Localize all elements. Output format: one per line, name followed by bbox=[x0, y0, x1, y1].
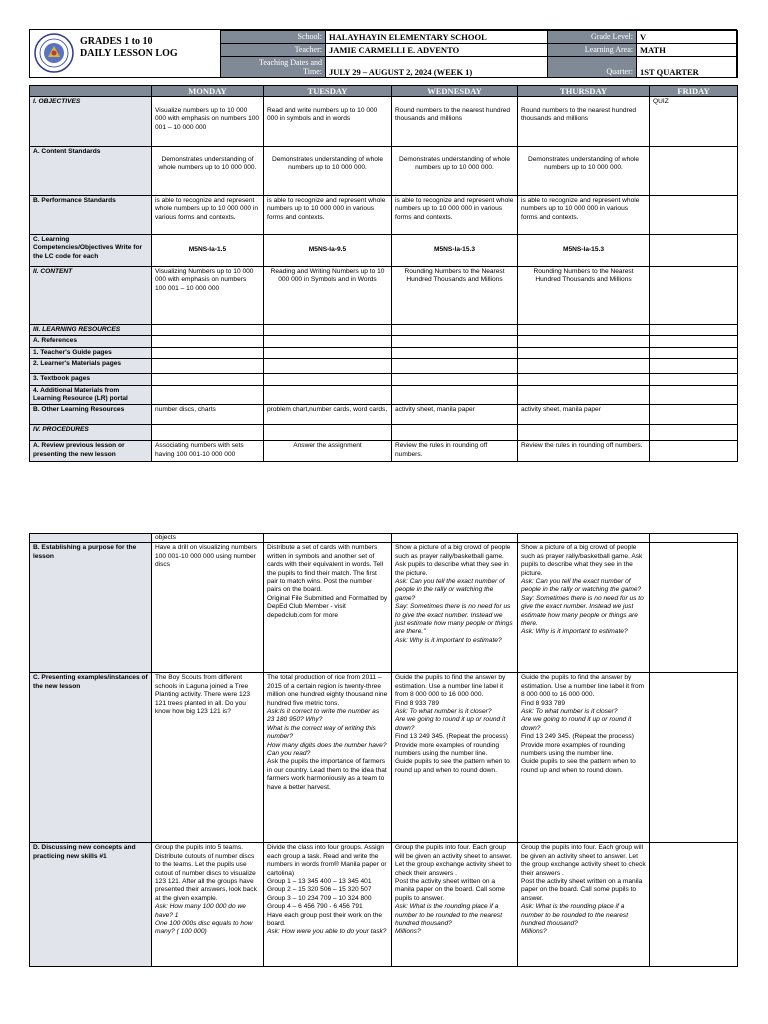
empty-cell bbox=[650, 673, 738, 843]
empty-cell bbox=[518, 325, 650, 336]
purpose-wednesday-text: Show a picture of a big crowd of people such as prayer rally/basketball game. Ask pupils to describe what they see in the picture. bbox=[395, 544, 511, 577]
empty-cell bbox=[392, 425, 518, 441]
other-resources-thursday: activity sheet, manila paper bbox=[518, 405, 650, 425]
performance-standards-wednesday: is able to recognize and represent whole numbers up to 10 000 000 in various forms and contexts. bbox=[392, 196, 518, 235]
competencies-row bbox=[30, 235, 738, 267]
day-header-row bbox=[30, 86, 738, 97]
empty-cell bbox=[264, 385, 392, 405]
competencies-tuesday: M5NS-Ia-9.5 bbox=[264, 235, 392, 267]
content-standards-label: A. Content Standards bbox=[30, 147, 152, 196]
empty-cell bbox=[392, 534, 518, 543]
empty-cell bbox=[30, 534, 152, 543]
blank-header-cell bbox=[30, 86, 152, 97]
competencies-label: C. Learning Competencies/Objectives Write for the LC code for each bbox=[30, 235, 152, 267]
review-wednesday: Review the rules in rounding off numbers. bbox=[392, 441, 518, 462]
content-standards-wednesday: Demonstrates understanding of whole numbers up to 10 000 000. bbox=[392, 147, 518, 196]
textbook-row bbox=[30, 374, 738, 385]
empty-cell bbox=[518, 385, 650, 405]
purpose-monday: Have a drill on visualizing numbers 100 001-10 000 000 using number discs bbox=[152, 543, 264, 673]
empty-cell bbox=[264, 374, 392, 385]
competencies-thursday: M5NS-Ia-15.3 bbox=[518, 235, 650, 267]
content-monday: Visualizing Numbers up to 10 000 000 with emphasis on numbers 100 001 – 10 000 000 bbox=[152, 267, 264, 325]
empty-cell bbox=[152, 347, 264, 358]
teaching-dates-value: JULY 29 – AUGUST 2, 2024 (WEEK 1) bbox=[326, 57, 548, 78]
performance-standards-monday: is able to recognize and represent whole numbers up to 10 000 000 in various forms and contexts. bbox=[152, 196, 264, 235]
learning-resources-label-text: III. LEARNING RESOURCES bbox=[33, 326, 121, 333]
textbook-label: 3. Textbook pages bbox=[30, 374, 152, 385]
learning-area-label: Learning Area: bbox=[548, 44, 637, 57]
review-continued-row bbox=[30, 534, 738, 543]
content-standards-friday bbox=[650, 147, 738, 196]
review-label: A. Review previous lesson or presenting the new lesson bbox=[30, 441, 152, 462]
presenting-thursday-more: Find 13 249 345. (Repeat the process) Provide more examples of rounding numbers using the number line. Guide pupils to see the pattern when to round up and when to round down. bbox=[521, 733, 636, 774]
teacher-label: Teacher: bbox=[221, 44, 326, 57]
empty-cell bbox=[392, 385, 518, 405]
content-wednesday: Rounding Numbers to the Nearest Hundred Thousands and Millions bbox=[392, 267, 518, 325]
objectives-monday: Visualize numbers up to 10 000 000 with emphasis on numbers 100 001 – 10 000 000 bbox=[152, 97, 264, 147]
lesson-log-table-page-2 bbox=[29, 533, 738, 967]
empty-cell bbox=[650, 534, 738, 543]
review-monday-continued: objects bbox=[152, 534, 264, 543]
empty-cell bbox=[264, 336, 392, 347]
discussing-thursday bbox=[518, 843, 650, 967]
references-label: A. References bbox=[30, 336, 152, 347]
empty-cell bbox=[392, 347, 518, 358]
empty-cell bbox=[152, 425, 264, 441]
empty-cell bbox=[650, 374, 738, 385]
empty-cell bbox=[518, 374, 650, 385]
discussing-tuesday bbox=[264, 843, 392, 967]
empty-cell bbox=[518, 336, 650, 347]
discussing-wednesday-questions: Ask: What is the rounding place if a number to be rounded to the nearest hundred thousand? Millions? bbox=[395, 903, 503, 936]
purpose-tuesday: Distribute a set of cards with numbers written in symbols and another set of cards with their equivalent in words. Tell the pupils to find their match. The first pair to match wins. Post the number pairs on the board. Original File Submitted and Formatted by DepEd Club Member - visit depedclub.com for more bbox=[264, 543, 392, 673]
purpose-wednesday-questions: Ask: Can you tell the exact number of people in the rally or watching the game? Say: Sometimes there is no need for us to give the exact number. Instead we just estimate how many people or things are there." Ask: Why is it important to estimate? bbox=[395, 578, 513, 644]
presenting-tuesday bbox=[264, 673, 392, 843]
content-standards-thursday: Demonstrates understanding of whole numbers up to 10 000 000. bbox=[518, 147, 650, 196]
discussing-tuesday-text: Divide the class into four groups. Assign each group a task. Read and write the numbers in words from® Manila paper or cartolina) Group 1 – 13 345 400 – 13 345 401 Group 2 – 15 320 506 – 15 320 507 Group 3 – 10 234 709 – 10 324 800 Group 4 – 6 456 790 - 6 456 791 Have each group post their work on the board. bbox=[267, 844, 387, 928]
presenting-thursday bbox=[518, 673, 650, 843]
discussing-monday bbox=[152, 843, 264, 967]
teaching-dates-label-2: Time: bbox=[303, 67, 322, 77]
learning-resources-label bbox=[30, 325, 152, 336]
header-info-grid bbox=[220, 30, 738, 78]
learning-resources-row bbox=[30, 325, 738, 336]
learning-area-value: MATH bbox=[637, 44, 738, 57]
empty-cell bbox=[264, 534, 392, 543]
empty-cell bbox=[650, 843, 738, 967]
purpose-wednesday bbox=[392, 543, 518, 673]
review-thursday: Review the rules in rounding off numbers. bbox=[518, 441, 650, 462]
objectives-row bbox=[30, 97, 738, 147]
discussing-label: D. Discussing new concepts and practicing new skills #1 bbox=[30, 843, 152, 967]
empty-cell bbox=[392, 359, 518, 374]
discussing-thursday-questions: Ask: What is the rounding place if a number to be rounded to the nearest hundred thousand? Millions? bbox=[521, 903, 629, 936]
empty-cell bbox=[264, 347, 392, 358]
references-row bbox=[30, 336, 738, 347]
friday-header: FRIDAY bbox=[650, 86, 738, 97]
school-value: HALAYHAYIN ELEMENTARY SCHOOL bbox=[326, 31, 548, 44]
presenting-tuesday-text: The total production of rice from 2011 – 2015 of a certain region is twenty-three million one hundred eighty thousand nine hundred five metric tons. bbox=[267, 674, 388, 707]
content-thursday: Rounding Numbers to the Nearest Hundred Thousands and Millions bbox=[518, 267, 650, 325]
other-resources-tuesday: problem chart,number cards, word cards, bbox=[264, 405, 392, 425]
presenting-label: C. Presenting examples/instances of the new lesson bbox=[30, 673, 152, 843]
content-tuesday: Reading and Writing Numbers up to 10 000 000 in Symbols and in Words bbox=[264, 267, 392, 325]
empty-cell bbox=[650, 543, 738, 673]
teaching-dates-label bbox=[221, 57, 326, 78]
other-resources-row bbox=[30, 405, 738, 425]
presenting-thursday-text: Guide the pupils to find the answer by estimation. Use a number line label it from 8 000 000 to 16 000 000. Find 8 933 789 bbox=[521, 674, 645, 707]
content-standards-row bbox=[30, 147, 738, 196]
empty-cell bbox=[264, 359, 392, 374]
objectives-friday: QUIZ bbox=[650, 97, 738, 147]
content-friday bbox=[650, 267, 738, 325]
quarter-value: 1ST QUARTER bbox=[637, 57, 738, 78]
empty-cell bbox=[264, 425, 392, 441]
presenting-wednesday bbox=[392, 673, 518, 843]
teacher-value: JAMIE CARMELLI E. ADVENTO bbox=[326, 44, 548, 57]
procedures-label-text: IV. PROCEDURES bbox=[33, 426, 89, 434]
empty-cell bbox=[152, 325, 264, 336]
empty-cell bbox=[650, 385, 738, 405]
empty-cell bbox=[152, 385, 264, 405]
empty-cell bbox=[518, 347, 650, 358]
other-resources-label: B. Other Learning Resources bbox=[30, 405, 152, 425]
empty-cell bbox=[152, 359, 264, 374]
competencies-friday bbox=[650, 235, 738, 267]
empty-cell bbox=[650, 336, 738, 347]
objectives-label bbox=[30, 97, 152, 147]
teaching-dates-label-1: Teaching Dates and bbox=[259, 58, 322, 68]
performance-standards-row bbox=[30, 196, 738, 235]
quarter-label: Quarter: bbox=[548, 57, 637, 78]
thursday-header: THURSDAY bbox=[518, 86, 650, 97]
document-title bbox=[80, 36, 178, 60]
dll-header bbox=[29, 29, 737, 78]
purpose-thursday-questions: Ask: Can you tell the exact number of people in the rally or watching the game? Say: Sometimes there is no need for us to give the exact number. Instead we just estimate how many people or things are there. Ask: Why is it important to estimate? bbox=[521, 578, 644, 636]
presenting-wednesday-text: Guide the pupils to find the answer by estimation. Use a number line label it from 8 000 000 to 16 000 000. Find 8 933 789 bbox=[395, 674, 506, 707]
wednesday-header: WEDNESDAY bbox=[392, 86, 518, 97]
empty-cell bbox=[518, 534, 650, 543]
procedures-row bbox=[30, 425, 738, 441]
discussing-thursday-text: Group the pupils into four. Each group will be given an activity sheet to answer. Let the group exchange activity sheet to check their answers . Post the activity sheet written on a manila paper on the board. Call some pupils to answer. bbox=[521, 844, 646, 902]
procedures-label bbox=[30, 425, 152, 441]
objectives-thursday: Round numbers to the nearest hundred thousands and millions bbox=[518, 97, 650, 147]
empty-cell bbox=[650, 347, 738, 358]
lesson-log-table-page-1 bbox=[29, 85, 738, 462]
objectives-wednesday: Round numbers to the nearest hundred thousands and millions bbox=[392, 97, 518, 147]
objectives-tuesday: Read and write numbers up to 10 000 000 in symbols and in words bbox=[264, 97, 392, 147]
discussing-wednesday-text: Group the pupils into four. Each group will be given an activity sheet to answer. Let the group exchange activity sheet to check their answers . Post the activity sheet written on a manila paper on the board. Call some pupils to answer. bbox=[395, 844, 512, 902]
empty-cell bbox=[392, 374, 518, 385]
deped-seal-icon bbox=[34, 33, 74, 73]
purpose-thursday-text: Show a picture of a big crowd of people such as prayer rally/basketball game. Ask pupils to describe what they see in the picture. bbox=[521, 544, 643, 577]
grade-level-value: V bbox=[637, 31, 738, 44]
school-label: School: bbox=[221, 31, 326, 44]
presenting-wednesday-more: Find 13 249 345. (Repeat the process) Provide more examples of rounding numbers using the number line. Guide pupils to see the pattern when to round up and when to round down. bbox=[395, 733, 510, 774]
empty-cell bbox=[152, 336, 264, 347]
performance-standards-friday bbox=[650, 196, 738, 235]
empty-cell bbox=[152, 374, 264, 385]
discussing-monday-text: Group the pupils into 5 teams. Distribute cutouts of number discs to the teams. Let the pupils use cutout of number discs to visualize 123 121. After all the groups have presented their answers, look back at the given example. bbox=[155, 844, 257, 902]
performance-standards-thursday: is able to recognize and represent whole numbers up to 10 000 000 in various forms and contexts. bbox=[518, 196, 650, 235]
competencies-wednesday: M5NS-Ia-15.3 bbox=[392, 235, 518, 267]
additional-materials-label: 4. Additional Materials from Learning Resource (LR) portal bbox=[30, 385, 152, 405]
presenting-tuesday-questions: Ask:Is it correct to write the number as 23 180 950? Why? What is the correct way of writing this number? How many digits does the number have? Can you read? bbox=[267, 708, 387, 758]
empty-cell bbox=[392, 336, 518, 347]
title-line-2: DAILY LESSON LOG bbox=[80, 48, 178, 59]
competencies-monday: M5NS-Ia-1.5 bbox=[152, 235, 264, 267]
content-label bbox=[30, 267, 152, 325]
review-monday: Associating numbers with sets having 100 001-10 000 000 bbox=[152, 441, 264, 462]
content-standards-tuesday: Demonstrates understanding of whole numbers up to 10 000 000. bbox=[264, 147, 392, 196]
discussing-tuesday-question: Ask: How were you able to do your task? bbox=[267, 928, 387, 936]
purpose-row bbox=[30, 543, 738, 673]
discussing-row bbox=[30, 843, 738, 967]
teachers-guide-row bbox=[30, 347, 738, 358]
review-tuesday: Answer the assignment bbox=[264, 441, 392, 462]
empty-cell bbox=[650, 359, 738, 374]
content-label-text: II. CONTENT bbox=[33, 268, 73, 275]
content-standards-monday: Demonstrates understanding of whole numbers up to 10 000 000. bbox=[152, 147, 264, 196]
empty-cell bbox=[392, 325, 518, 336]
presenting-monday: The Boy Scouts from different schools in Laguna joined a Tree Planting activity. There were 123 121 trees planted in all. Do you know how big 123 121 is? bbox=[152, 673, 264, 843]
presenting-thursday-questions: Ask: To what number is it closer? Are we going to round it up or round it down? bbox=[521, 708, 632, 732]
grade-level-label: Grade Level: bbox=[548, 31, 637, 44]
presenting-wednesday-questions: Ask: To what number is it closer? Are we going to round it up or round it down? bbox=[395, 708, 506, 732]
empty-cell bbox=[264, 325, 392, 336]
review-row bbox=[30, 441, 738, 462]
teachers-guide-label: 1. Teacher's Guide pages bbox=[30, 347, 152, 358]
empty-cell bbox=[650, 425, 738, 441]
empty-cell bbox=[518, 425, 650, 441]
additional-materials-row bbox=[30, 385, 738, 405]
performance-standards-label: B. Performance Standards bbox=[30, 196, 152, 235]
learners-materials-label: 2. Learner's Materials pages bbox=[30, 359, 152, 374]
presenting-tuesday-values: Ask the pupils the importance of farmers in our country. Lead them to the idea that farmers work harmoniously as a team to have a better harvest. bbox=[267, 758, 387, 791]
purpose-label: B. Establishing a purpose for the lesson bbox=[30, 543, 152, 673]
empty-cell bbox=[650, 325, 738, 336]
empty-cell bbox=[650, 441, 738, 462]
empty-cell bbox=[518, 359, 650, 374]
discussing-wednesday bbox=[392, 843, 518, 967]
tuesday-header: TUESDAY bbox=[264, 86, 392, 97]
performance-standards-tuesday: is able to recognize and represent whole numbers up to 10 000 000 in various forms and contexts. bbox=[264, 196, 392, 235]
other-resources-monday: number discs, charts bbox=[152, 405, 264, 425]
presenting-row bbox=[30, 673, 738, 843]
monday-header: MONDAY bbox=[152, 86, 264, 97]
other-resources-wednesday: activity sheet, manila paper bbox=[392, 405, 518, 425]
content-row bbox=[30, 267, 738, 325]
objectives-label-text: I. OBJECTIVES bbox=[33, 98, 81, 105]
purpose-thursday bbox=[518, 543, 650, 673]
empty-cell bbox=[650, 405, 738, 425]
discussing-monday-questions: Ask: How many 100 000 do we have? 1 One 100 000s disc equals to how many? ( 100 000) bbox=[155, 903, 253, 936]
learners-materials-row bbox=[30, 359, 738, 374]
title-line-1: GRADES 1 to 10 bbox=[80, 36, 153, 47]
